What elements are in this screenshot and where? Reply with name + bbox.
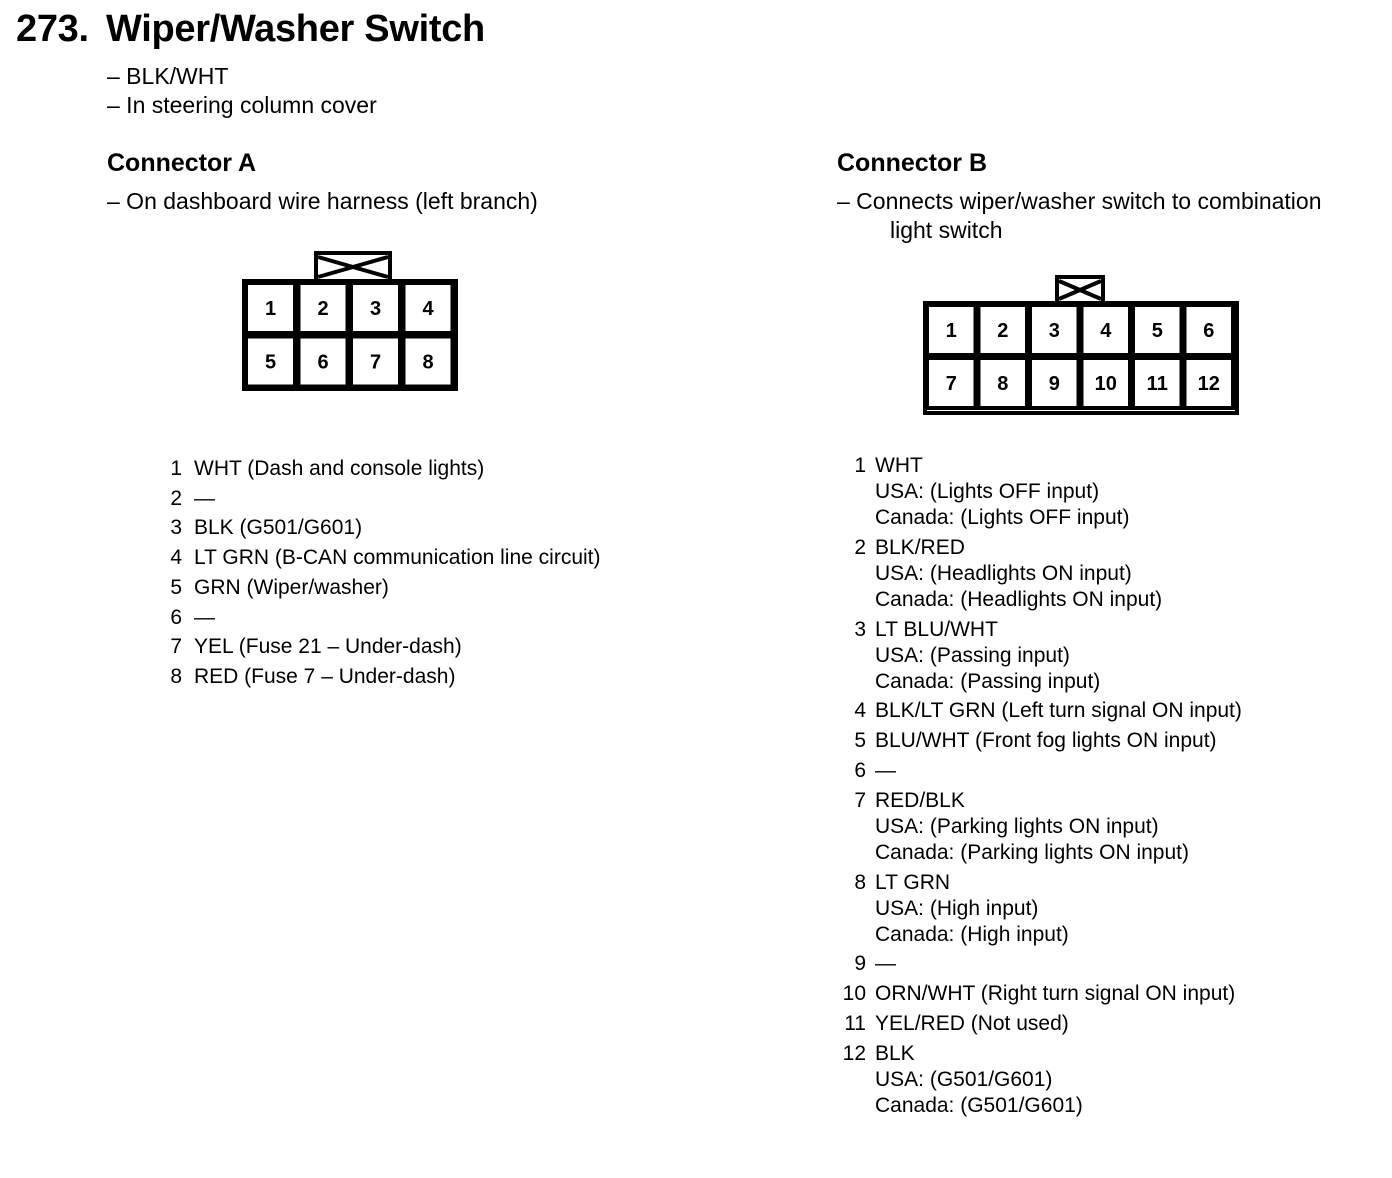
pin-description: — (194, 605, 215, 629)
pin-description: LT GRN (B-CAN communication line circuit) (194, 546, 601, 570)
pin-number: 6 (854, 759, 866, 782)
connector-b-diagram (921, 274, 1243, 419)
pin-region-note: Canada: (Passing input) (875, 669, 1101, 693)
pin-region-note: Canada: (High input) (875, 922, 1069, 946)
connector-a-diagram (240, 250, 460, 395)
connector-b-pin-7 (840, 788, 1189, 866)
connector-b-description (837, 187, 1322, 245)
pin-number: 1 (854, 454, 866, 477)
connector-b-pin-1 (840, 453, 1129, 531)
pin-number: 6 (170, 605, 182, 629)
connector-a-pin-6 (160, 603, 215, 633)
pin-region-note: USA: (G501/G601) (875, 1067, 1053, 1091)
pin-description: BLU/WHT (Front fog lights ON input) (875, 729, 1217, 753)
connector-b-cavity-label: 9 (1048, 373, 1060, 395)
connector-b-cavity-label: 6 (1203, 320, 1215, 342)
connector-a-pin-2 (160, 484, 215, 514)
pin-number: 3 (170, 516, 182, 540)
connector-b-pin-12 (840, 1041, 1083, 1119)
connector-b-cavity-label: 7 (945, 373, 957, 395)
pin-number: 1 (170, 457, 182, 480)
pin-number: 2 (854, 535, 866, 559)
pin-description: LT GRN (875, 870, 951, 894)
connector-a-cavity-label: 3 (369, 298, 382, 320)
pin-number: 2 (170, 486, 182, 510)
connector-a-pin-5 (160, 573, 389, 603)
connector-a-description: – On dashboard wire harness (left branch) (107, 188, 538, 214)
pin-number: 5 (854, 729, 866, 753)
connector-b-pin-10 (840, 981, 1235, 1007)
connector-b-cavity-label: 5 (1151, 320, 1163, 342)
pin-region-note: USA: (Parking lights ON input) (875, 814, 1159, 838)
pin-description: BLK/LT GRN (Left turn signal ON input) (875, 699, 1242, 723)
connector-a-cavity-label: 4 (422, 298, 434, 320)
pin-number: 5 (170, 575, 182, 599)
pin-region-note: Canada: (Parking lights ON input) (875, 840, 1189, 864)
connector-b-pin-2 (840, 535, 1162, 613)
connector-a-heading: Connector A (107, 149, 257, 177)
section-title: Wiper/Washer Switch (106, 8, 485, 50)
pin-number: 4 (170, 546, 182, 570)
connector-a-cavity-label: 8 (422, 351, 434, 374)
connector-a-pin-4 (160, 543, 601, 573)
connector-b-description-line1: – Connects wiper/washer switch to combination (837, 188, 1322, 214)
pin-region-note: Canada: (Headlights ON input) (875, 587, 1163, 611)
connector-b-pin-5 (840, 728, 1217, 754)
connector-b-pin-9 (840, 951, 896, 977)
connector-a-cavity-label: 5 (264, 351, 277, 374)
connector-b-cavity-label: 8 (997, 373, 1009, 395)
connector-a-pin-8 (160, 662, 455, 692)
pin-region-note: USA: (Headlights ON input) (875, 561, 1132, 585)
pin-region-note: USA: (Passing input) (875, 643, 1070, 667)
connector-b-pin-6 (840, 758, 896, 784)
connector-b-pin-3 (840, 617, 1100, 695)
pin-number: 8 (854, 870, 866, 894)
pin-number: 12 (842, 1041, 866, 1065)
pin-number: 4 (854, 699, 866, 723)
note-color: – BLK/WHT (107, 63, 229, 89)
pin-description: WHT (875, 454, 923, 477)
connector-a-pin-7 (160, 632, 462, 662)
pin-description: ORN/WHT (Right turn signal ON input) (875, 982, 1236, 1006)
pin-number: 11 (844, 1012, 866, 1035)
pin-description: YEL (Fuse 21 – Under-dash) (194, 635, 462, 659)
pin-description: RED (Fuse 7 – Under-dash) (194, 664, 456, 688)
connector-a-pin-1 (160, 454, 484, 484)
pin-region-note: USA: (High input) (875, 896, 1039, 920)
pin-region-note: USA: (Lights OFF input) (875, 480, 1100, 503)
connector-b-heading: Connector B (837, 149, 987, 177)
pin-number: 3 (854, 617, 866, 641)
pin-description: BLK (G501/G601) (194, 516, 363, 540)
pin-description: — (875, 759, 896, 782)
pin-region-note: Canada: (Lights OFF input) (875, 506, 1130, 529)
page-title (16, 8, 485, 51)
pin-number: 9 (854, 952, 866, 976)
pin-description: YEL/RED (Not used) (875, 1012, 1069, 1035)
pin-number: 8 (170, 664, 182, 688)
pin-number: 7 (854, 788, 866, 812)
connector-b-cavity-label: 10 (1094, 373, 1117, 395)
note-location: – In steering column cover (107, 92, 377, 118)
connector-b-cavity-label: 11 (1146, 373, 1168, 395)
connector-a-cavity-label: 1 (264, 298, 277, 320)
pin-description: — (875, 952, 896, 976)
connector-b-cavity-label: 4 (1100, 320, 1112, 342)
pin-description: RED/BLK (875, 788, 965, 812)
connector-b-cavity-label: 1 (945, 320, 957, 342)
section-number: 273. (16, 8, 89, 50)
connector-b-cavity-label: 3 (1048, 320, 1060, 342)
pin-description: WHT (Dash and console lights) (194, 457, 485, 480)
connector-a-cavity-label: 7 (369, 351, 382, 374)
pin-description: GRN (Wiper/washer) (194, 575, 389, 599)
pin-region-note: Canada: (G501/G601) (875, 1093, 1083, 1117)
pin-number: 10 (842, 982, 866, 1006)
pin-number: 7 (170, 635, 182, 659)
pin-description: BLK/RED (875, 535, 965, 559)
connector-b-cavity-label: 2 (997, 320, 1009, 342)
connector-b-pin-11 (840, 1011, 1069, 1037)
connector-a-cavity-label: 6 (317, 351, 329, 374)
connector-a-cavity-label: 2 (317, 298, 329, 320)
pin-description: BLK (875, 1041, 915, 1065)
connector-b-cavity-label: 12 (1197, 373, 1220, 395)
connector-b-pin-4 (840, 698, 1242, 724)
connector-b-description-line2: light switch (890, 217, 1003, 243)
connector-a-pin-3 (160, 513, 362, 543)
pin-description: LT BLU/WHT (875, 617, 998, 641)
pin-description: — (194, 486, 215, 510)
connector-b-pin-8 (840, 870, 1069, 948)
